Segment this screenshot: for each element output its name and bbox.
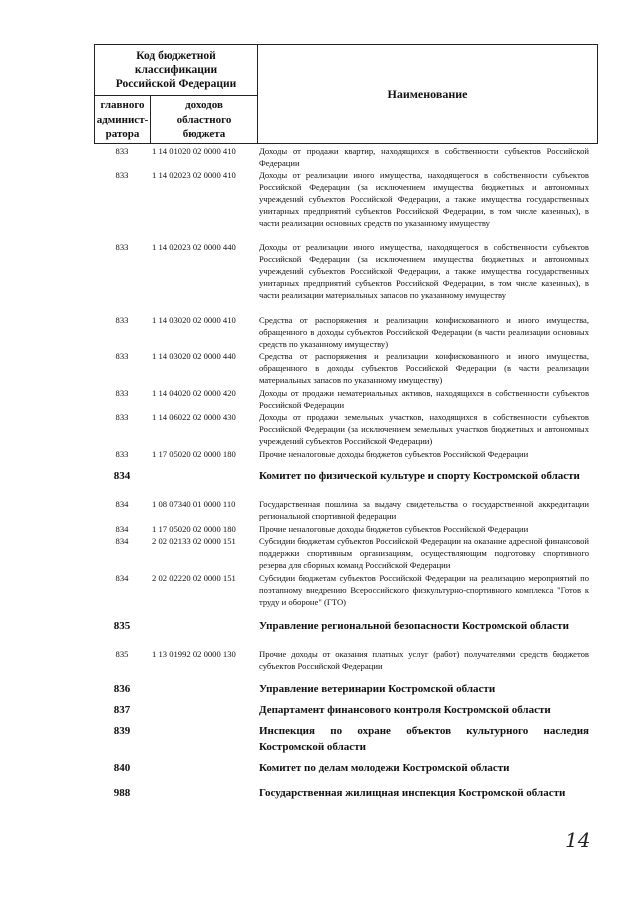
revenue-code: 1 13 01992 02 0000 130 bbox=[152, 649, 236, 659]
agency-name: Комитет по делам молодежи Костромской области bbox=[259, 762, 510, 774]
revenue-code: 2 02 02220 02 0000 151 bbox=[152, 573, 236, 583]
revenue-name: Государственная пошлина за выдачу свидетельства о государственной аккредитации региональной спортивной федерации bbox=[259, 499, 589, 521]
admin-code: 834 bbox=[113, 470, 131, 482]
agency-name: Государственная жилищная инспекция Костромской области bbox=[259, 787, 566, 799]
revenue-code: 1 14 02023 02 0000 410 bbox=[152, 170, 236, 180]
revenue-name: Субсидии бюджетам субъектов Российской Федерации на оказание адресной финансовой поддержки спортивным организациям, осуществляющим подготовку спортивного резерва для сборных команд Российской Федерации bbox=[259, 536, 589, 570]
agency-name: Инспекция по охране объектов культурного наследия Костромской области bbox=[259, 725, 589, 753]
revenue-code: 1 14 03020 02 0000 410 bbox=[152, 315, 236, 325]
header-admin-line-2: админист- bbox=[96, 113, 149, 126]
admin-code: 833 bbox=[115, 146, 129, 156]
header-code-line-2: классификации bbox=[134, 64, 218, 76]
admin-code: 833 bbox=[115, 170, 129, 180]
header-admin-line-1: главного bbox=[100, 99, 145, 111]
header-revenue-line-2: областного bbox=[176, 113, 232, 126]
admin-code: 833 bbox=[115, 449, 129, 459]
revenue-name: Прочие неналоговые доходы бюджетов субъектов Российской Федерации bbox=[259, 449, 529, 459]
header-revenue-column bbox=[150, 95, 258, 144]
revenue-code: 1 17 05020 02 0000 180 bbox=[152, 449, 236, 459]
revenue-name: Прочие неналоговые доходы бюджетов субъектов Российской Федерации bbox=[259, 524, 529, 534]
revenue-name: Средства от распоряжения и реализации конфискованного и иного имущества, обращенного в доходы субъектов Российской Федерации (в части реализации материальных запасов по указанному имуществу) bbox=[259, 351, 589, 385]
revenue-name: Доходы от реализации иного имущества, находящегося в собственности субъектов Российской Федерации (за исключением имущества бюджетных и автономных учреждений субъектов Российской Федерации, а также имущества государственных унитарных предприятий субъектов Российской Федерации, в том числе казенных), в части реализации основных средств по указанному имуществу bbox=[259, 170, 589, 228]
agency-name: Управление ветеринарии Костромской области bbox=[259, 683, 496, 695]
revenue-name: Прочие доходы от оказания платных услуг (работ) получателями средств бюджетов субъектов Российской Федерации bbox=[259, 649, 589, 671]
revenue-name: Доходы от продажи квартир, находящихся в собственности субъектов Российской Федерации bbox=[259, 146, 589, 168]
revenue-code: 1 14 04020 02 0000 420 bbox=[152, 388, 236, 398]
admin-code: 833 bbox=[115, 351, 129, 361]
revenue-name: Субсидии бюджетам субъектов Российской Федерации на реализацию мероприятий по поэтапному внедрению Всероссийского физкультурно-спортивного комплекса "Готов к труду и обороне" (ГТО) bbox=[259, 573, 589, 607]
handwritten-page-number: 14 bbox=[565, 828, 591, 852]
admin-code: 833 bbox=[115, 315, 129, 325]
admin-code: 833 bbox=[115, 412, 129, 422]
header-admin-line-3: ратора bbox=[105, 128, 140, 140]
revenue-code: 1 14 03020 02 0000 440 bbox=[152, 351, 236, 361]
header-name-column: Наименование bbox=[257, 44, 598, 144]
admin-code: 833 bbox=[115, 242, 129, 252]
header-code-line-1: Код бюджетной bbox=[136, 50, 216, 62]
header-revenue-line-3: бюджета bbox=[182, 128, 226, 140]
agency-name: Департамент финансового контроля Костромской области bbox=[259, 704, 551, 716]
revenue-name: Доходы от реализации иного имущества, находящегося в собственности субъектов Российской Федерации (за исключением имущества бюджетных и автономных учреждений субъектов Российской Федерации, а также имущества государственных унитарных предприятий субъектов Российской Федерации, в том числе казенных), в части реализации материальных запасов по указанному имуществу bbox=[259, 242, 589, 300]
header-code-group bbox=[94, 44, 258, 96]
admin-code: 834 bbox=[115, 499, 129, 509]
revenue-code: 1 14 02023 02 0000 440 bbox=[152, 242, 236, 252]
revenue-code: 1 08 07340 01 0000 110 bbox=[152, 499, 236, 509]
header-code-line-3: Российской Федерации bbox=[115, 78, 237, 90]
admin-code: 835 bbox=[115, 649, 129, 659]
revenue-name: Средства от распоряжения и реализации конфискованного и иного имущества, обращенного в доходы субъектов Российской Федерации (в части реализации основных средств по указанному имуществу) bbox=[259, 315, 589, 349]
admin-code: 840 bbox=[113, 762, 131, 774]
admin-code: 837 bbox=[113, 704, 131, 716]
revenue-code: 1 17 05020 02 0000 180 bbox=[152, 524, 236, 534]
admin-code: 988 bbox=[113, 787, 131, 799]
admin-code: 836 bbox=[113, 683, 131, 695]
admin-code: 834 bbox=[115, 573, 129, 583]
admin-code: 834 bbox=[115, 524, 129, 534]
admin-code: 839 bbox=[113, 725, 131, 737]
revenue-code: 1 14 06022 02 0000 430 bbox=[152, 412, 236, 422]
admin-code: 835 bbox=[113, 620, 131, 632]
header-admin-column bbox=[94, 95, 151, 144]
header-revenue-line-1: доходов bbox=[185, 99, 223, 111]
revenue-code: 2 02 02133 02 0000 151 bbox=[152, 536, 236, 546]
agency-name: Комитет по физической культуре и спорту Костромской области bbox=[259, 470, 580, 482]
revenue-code: 1 14 01020 02 0000 410 bbox=[152, 146, 236, 156]
admin-code: 834 bbox=[115, 536, 129, 546]
revenue-name: Доходы от продажи земельных участков, находящихся в собственности субъектов Российской Федерации (за исключением земельных участков бюджетных и автономных учреждений субъектов Российской Федерации) bbox=[259, 412, 589, 446]
revenue-name: Доходы от продажи нематериальных активов, находящихся в собственности субъектов Российской Федерации bbox=[259, 388, 589, 410]
agency-name: Управление региональной безопасности Костромской области bbox=[259, 620, 569, 632]
admin-code: 833 bbox=[115, 388, 129, 398]
